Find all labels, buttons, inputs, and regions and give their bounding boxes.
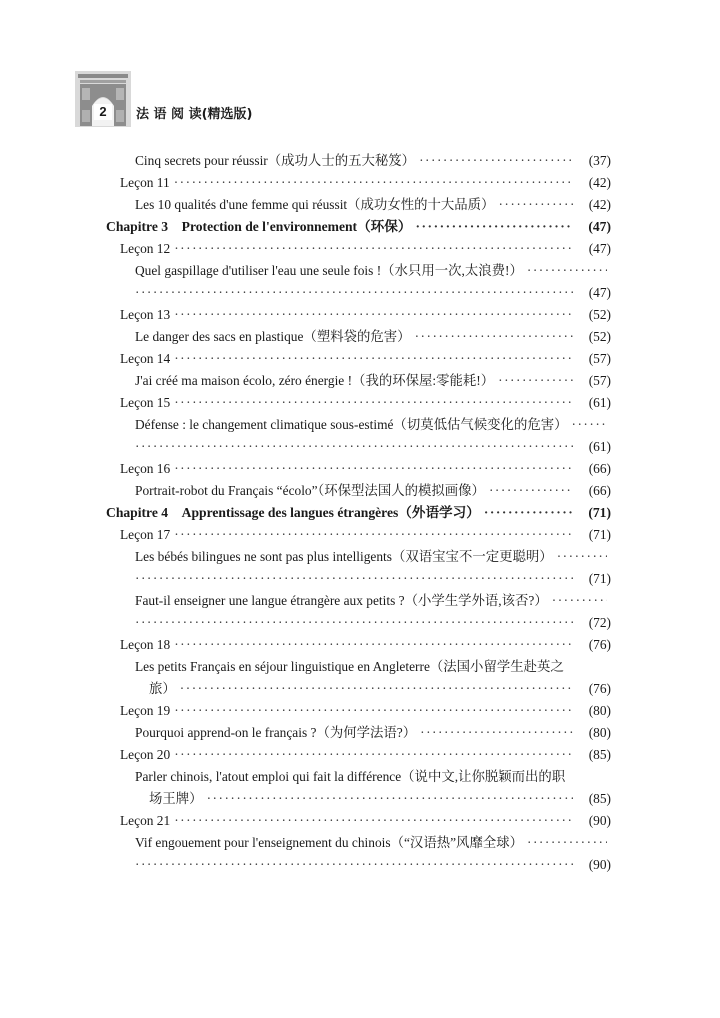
toc-page-number: (90) [588,857,611,872]
toc-entry-title: Leçon 19 [120,703,171,718]
toc-dot-leader [174,392,573,414]
page-number: 2 [94,104,112,120]
toc-dot-leader [420,722,573,744]
toc-chapter-entry [106,216,611,238]
toc-page-number: (72) [588,615,611,630]
toc-dot-leader [415,216,573,238]
toc-article-entry [106,480,611,502]
toc-article-entry [106,546,611,590]
toc-article-entry [106,832,611,876]
toc-page-number: (42) [588,197,611,212]
toc-dot-leader [174,304,573,326]
toc-lesson-entry [106,634,611,656]
toc-lesson-entry [106,304,611,326]
toc-entry-title: Les petits Français en séjour linguistique en Angleterre（法国小留学生赴英之 [135,659,564,674]
toc-article-entry [106,326,611,348]
toc-dot-leader [180,678,573,700]
toc-entry-title: Leçon 17 [120,527,171,542]
toc-entry-title: Chapitre 4 Apprentissage des langues étrangères（外语学习） [106,505,480,520]
toc-dot-leader [174,238,573,260]
toc-page-number: (61) [588,395,611,410]
toc-dot-leader [174,744,573,766]
toc-entry-title: Les bébés bilingues ne sont pas plus intelligents（双语宝宝不一定更聪明） [135,549,553,564]
toc-lesson-entry [106,392,611,414]
toc-entry-title: Pourquoi apprend-on le français ?（为何学法语?） [135,725,417,740]
toc-entry-title: Leçon 21 [120,813,171,828]
toc-dot-leader [174,348,573,370]
toc-dot-leader [498,370,573,392]
toc-dot-leader [174,700,573,722]
book-title: 法 语 阅 读(精选版) [136,107,253,122]
toc-entry-title-continued: 旅） [149,681,176,696]
toc-page-number: (66) [588,483,611,498]
toc-article-entry [106,370,611,392]
toc-entry-title: Portrait-robot du Français “écolo”（环保型法国人的模拟画像） [135,483,485,498]
toc-chapter-entry [106,502,611,524]
toc-entry-title-continued: 场王牌） [149,791,203,806]
toc-dot-leader [552,590,607,612]
toc-page-number: (85) [588,747,611,762]
toc-page-number: (71) [588,505,611,520]
toc-article-entry [106,414,611,458]
toc-dot-leader [207,788,573,810]
toc-page-number: (76) [588,681,611,696]
toc-page-number: (66) [588,461,611,476]
toc-entry-title: Leçon 12 [120,241,171,256]
toc-entry-title: Les 10 qualités d'une femme qui réussit（成功女性的十大品质） [135,197,495,212]
toc-page-number: (71) [588,571,611,586]
toc-dot-leader [489,480,573,502]
toc-entry-title: Défense : le changement climatique sous-estimé（切莫低估气候变化的危害） [135,417,568,432]
toc-entry-title: Leçon 18 [120,637,171,652]
toc-page-number: (52) [588,307,611,322]
toc-entry-title: Parler chinois, l'atout emploi qui fait la différence（说中文,让你脱颖而出的职 [135,769,566,784]
toc-article-entry [106,260,611,304]
table-of-contents [106,150,611,876]
toc-page-number: (42) [588,175,611,190]
toc-entry-title: Vif engouement pour l'enseignement du chinois（“汉语热”风靡全球） [135,835,524,850]
toc-page-number: (80) [588,703,611,718]
toc-lesson-entry [106,700,611,722]
toc-lesson-entry [106,524,611,546]
toc-dot-leader [174,810,573,832]
toc-dot-leader [174,634,573,656]
toc-lesson-entry [106,458,611,480]
toc-dot-leader [484,502,573,524]
toc-lesson-entry [106,744,611,766]
toc-entry-title: Quel gaspillage d'utiliser l'eau une seule fois !（水只用一次,太浪费!） [135,263,523,278]
toc-dot-leader [527,260,607,282]
toc-dot-leader [174,458,573,480]
toc-dot-leader [135,282,573,304]
toc-dot-leader [498,194,573,216]
toc-entry-title: Faut-il enseigner une langue étrangère aux petits ?（小学生学外语,该否?） [135,593,548,608]
toc-entry-title: Cinq secrets pour réussir（成功人士的五大秘笈） [135,153,416,168]
toc-entry-title: Leçon 16 [120,461,171,476]
toc-article-entry [106,722,611,744]
toc-page-number: (76) [588,637,611,652]
toc-lesson-entry [106,172,611,194]
toc-entry-title: J'ai créé ma maison écolo, zéro énergie !（我的环保屋:零能耗!） [135,373,495,388]
toc-dot-leader [135,436,573,458]
toc-dot-leader [419,150,573,172]
toc-entry-title: Leçon 14 [120,351,171,366]
toc-entry-title: Leçon 13 [120,307,171,322]
toc-dot-leader [135,568,573,590]
toc-entry-title: Chapitre 3 Protection de l'environnement（环保） [106,219,412,234]
toc-article-entry [106,656,611,700]
toc-dot-leader [557,546,607,568]
toc-entry-title: Le danger des sacs en plastique（塑料袋的危害） [135,329,411,344]
toc-page-number: (71) [588,527,611,542]
toc-dot-leader [174,524,573,546]
toc-dot-leader [174,172,573,194]
toc-article-entry [106,194,611,216]
toc-dot-leader [135,612,573,634]
toc-page-number: (47) [588,285,611,300]
toc-dot-leader [527,832,607,854]
toc-page-number: (90) [588,813,611,828]
toc-article-entry [106,766,611,810]
toc-page-number: (61) [588,439,611,454]
toc-entry-title: Leçon 11 [120,175,170,190]
toc-dot-leader [572,414,607,436]
page-header [74,70,634,128]
toc-page-number: (57) [588,373,611,388]
toc-page-number: (80) [588,725,611,740]
toc-lesson-entry [106,238,611,260]
toc-page-number: (57) [588,351,611,366]
toc-entry-title: Leçon 20 [120,747,171,762]
toc-entry-title: Leçon 15 [120,395,171,410]
toc-dot-leader [135,854,573,876]
toc-article-entry [106,590,611,634]
toc-lesson-entry [106,810,611,832]
toc-dot-leader [415,326,573,348]
toc-page-number: (85) [588,791,611,806]
toc-lesson-entry [106,348,611,370]
toc-page-number: (52) [588,329,611,344]
toc-page-number: (47) [588,219,611,234]
toc-article-entry [106,150,611,172]
toc-page-number: (47) [588,241,611,256]
toc-page-number: (37) [588,153,611,168]
